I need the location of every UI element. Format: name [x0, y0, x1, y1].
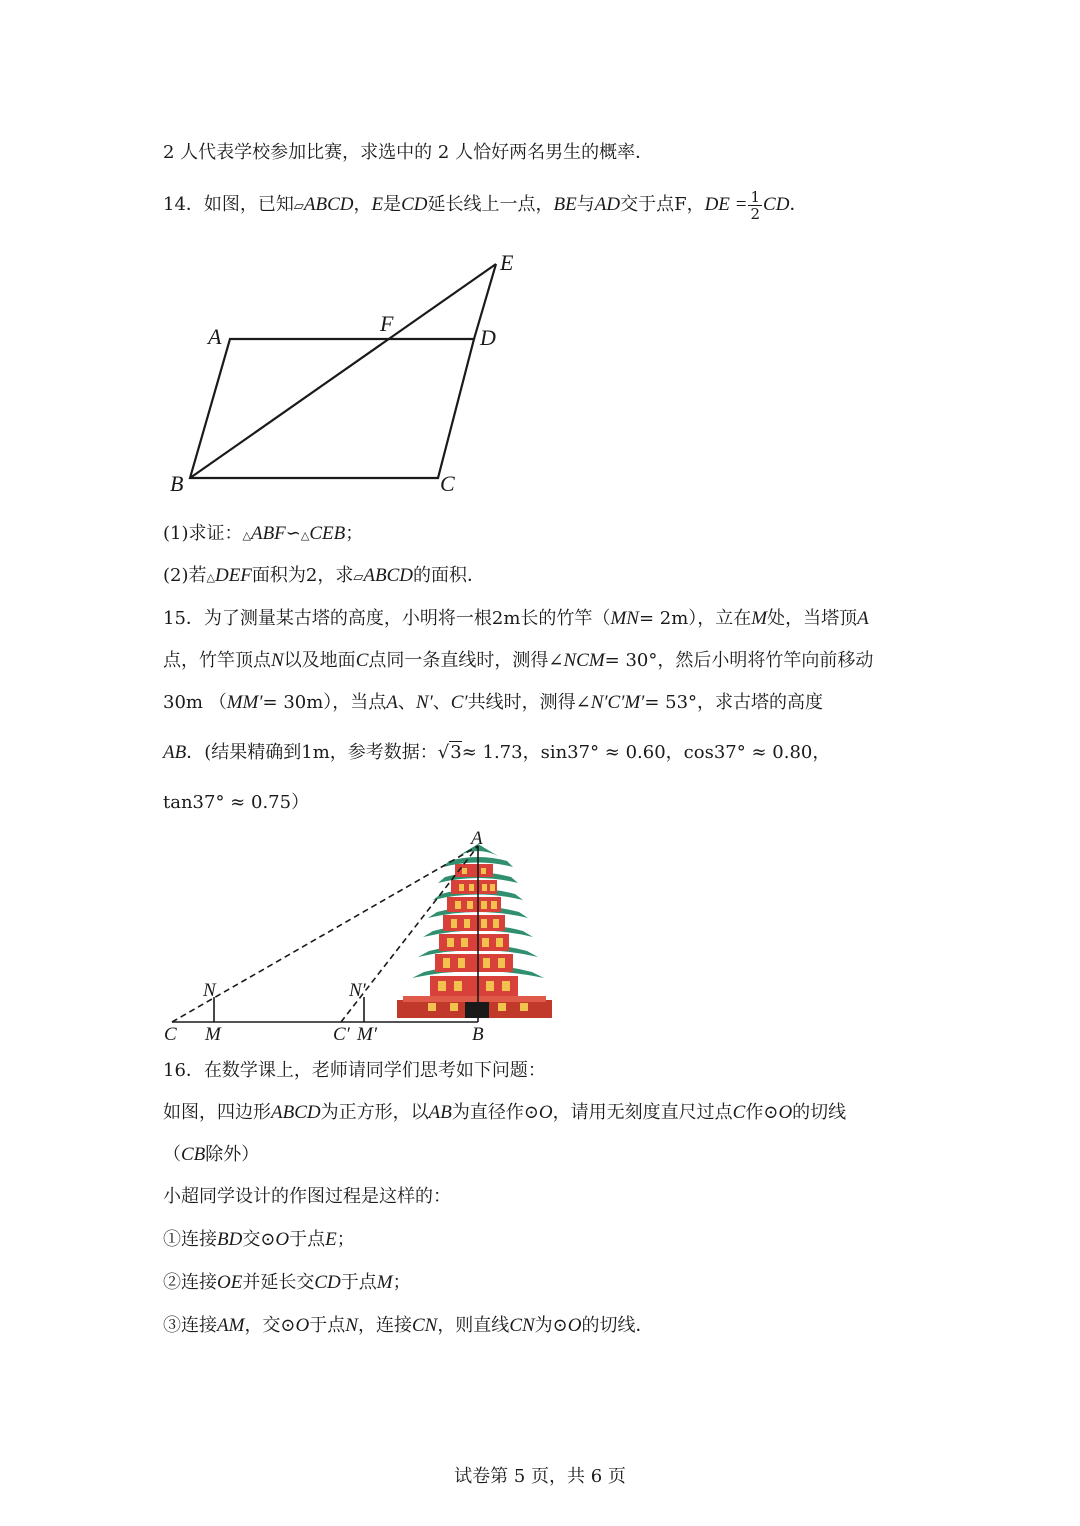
q16-text: （ — [163, 1144, 181, 1165]
q14-be: BE — [553, 194, 577, 215]
intro-text: 2 人代表学校参加比赛，求选中的 2 人恰好两名男生的概率． — [163, 142, 654, 163]
q16-ab: AB — [428, 1102, 452, 1123]
q16-e: E — [325, 1229, 337, 1250]
fraction-denominator: 2 — [750, 204, 761, 223]
q15-text: 15．为了测量某古塔的高度，小明将一根2m长的竹竿（ — [163, 608, 611, 629]
q16-text: 于点 — [289, 1229, 326, 1250]
q15-text: 处，当塔顶 — [767, 608, 858, 629]
pagoda-base-top — [403, 996, 546, 1002]
q14-cd: CD — [763, 194, 790, 215]
q16-text: 于点 — [309, 1315, 346, 1336]
label-c-prime: C′ — [333, 1024, 350, 1045]
q14-def: DEF — [214, 565, 252, 586]
label-n-prime: N′ — [349, 980, 366, 1001]
q14-text: 面积为2，求 — [251, 565, 354, 586]
q15-text: 、 — [397, 692, 416, 713]
q16-text: ①连接 — [163, 1229, 217, 1250]
q15-line1 — [163, 607, 869, 631]
triangle-icon: △ — [242, 529, 251, 542]
q16-text: 交⊙ — [242, 1229, 276, 1250]
label-n: N — [203, 980, 216, 1001]
q16-cd: CD — [314, 1272, 341, 1293]
triangle-icon: △ — [300, 529, 310, 542]
label-m: M — [205, 1024, 221, 1045]
q14-abf: ABF — [250, 523, 286, 544]
segment-be — [190, 264, 496, 478]
q15-n: N — [271, 650, 284, 671]
q14-text: 延长线上一点， — [427, 194, 554, 215]
label-c: C — [164, 1024, 177, 1045]
q15-text: ≈ 1.73，sin37° ≈ 0.60，cos37° ≈ 0.80， — [461, 742, 831, 763]
q16-text: 除外） — [205, 1144, 260, 1165]
q16-step2 — [163, 1271, 411, 1295]
q15-line2 — [163, 649, 873, 673]
q16-text: ，连接 — [357, 1315, 412, 1336]
q14-text: 与 — [576, 194, 595, 215]
q15-text: = 53°，求古塔的高度 — [644, 692, 824, 713]
q15-m: M — [751, 608, 768, 629]
q14-de-eq: DE = — [704, 194, 748, 215]
label-a: A — [471, 828, 483, 849]
q15-text: 点同一条直线时，测得∠ — [368, 650, 564, 671]
q16-text: 如图，四边形 — [163, 1102, 271, 1123]
q15-n-prime: N′ — [415, 692, 433, 713]
label-d: D — [480, 325, 496, 350]
intro-line — [163, 141, 653, 165]
q14-text: 交于点F， — [620, 194, 705, 215]
parallelogram-abcd — [190, 339, 474, 478]
q15-text: = 30m），当点 — [262, 692, 387, 713]
q15-c: C — [355, 650, 369, 671]
q16-text: 作⊙ — [745, 1102, 779, 1123]
q16-am: AM — [217, 1315, 245, 1336]
q14-text: ． — [789, 194, 808, 215]
q14-text: 是 — [383, 194, 402, 215]
q15-text: 、 — [432, 692, 451, 713]
q15-mn: MN — [610, 608, 639, 629]
q15-mm: MM′ — [226, 692, 263, 713]
similar-symbol: ∽ — [285, 523, 301, 544]
q16-text: 为⊙ — [534, 1315, 568, 1336]
q15-a: A — [386, 692, 398, 713]
q16-text: 于点 — [340, 1272, 377, 1293]
parallelogram-icon: ▱ — [293, 199, 304, 214]
q16-text: 并延长交 — [242, 1272, 315, 1293]
q16-o: O — [567, 1315, 582, 1336]
q16-text: ； — [336, 1229, 355, 1250]
q16-text: 16．在数学课上，老师请同学们思考如下问题： — [163, 1060, 546, 1081]
parallelogram-icon: ▱ — [353, 570, 364, 585]
q14-ad: AD — [594, 194, 621, 215]
q14-part2 — [163, 564, 485, 590]
q15-ncm-prime: N′C′M′ — [590, 692, 645, 713]
label-f: F — [380, 311, 394, 336]
sqrt-symbol: √ — [437, 742, 450, 763]
q14-text: 的面积． — [412, 565, 485, 586]
q16-line1 — [163, 1059, 546, 1083]
label-e: E — [500, 250, 514, 275]
label-b: B — [472, 1024, 484, 1045]
q16-text: 小超同学设计的作图过程是这样的： — [163, 1186, 451, 1207]
q16-c: C — [732, 1102, 746, 1123]
page-footer: 试卷第 5 页，共 6 页 — [454, 1466, 626, 1487]
q14-part1-prefix: (1)求证： — [163, 523, 243, 544]
q15-text: tan37° ≈ 0.75） — [163, 792, 310, 813]
q16-step1 — [163, 1228, 355, 1252]
q14-text: 如图，已知 — [203, 194, 294, 215]
q14-part2-prefix: (2)若 — [163, 565, 207, 586]
q14-cd: CD — [401, 194, 428, 215]
q16-o: O — [275, 1229, 290, 1250]
q16-text: ，请用无刻度直尺过点 — [552, 1102, 733, 1123]
q16-text: 为直径作⊙ — [451, 1102, 539, 1123]
q14-fraction — [748, 189, 762, 222]
q16-line3 — [163, 1143, 259, 1167]
q15-ab: AB — [163, 742, 187, 763]
sqrt-radicand: 3 — [450, 742, 462, 763]
q16-bd: BD — [217, 1229, 243, 1250]
q16-n: N — [345, 1315, 358, 1336]
q14-e: E — [371, 194, 384, 215]
q15-text: 点，竹竿顶点 — [163, 650, 271, 671]
q16-line2 — [163, 1101, 846, 1125]
q15-text: 共线时，测得∠ — [467, 692, 591, 713]
q15-line5 — [163, 791, 309, 815]
q16-oe: OE — [217, 1272, 243, 1293]
fraction-numerator: 1 — [750, 187, 761, 206]
q16-text: ③连接 — [163, 1315, 217, 1336]
label-a: A — [208, 324, 222, 349]
pagoda-door — [465, 1002, 489, 1018]
q15-text: = 30°，然后小明将竹竿向前移动 — [604, 650, 874, 671]
q15-figure — [160, 826, 560, 1048]
q16-text: 的切线 — [792, 1102, 847, 1123]
q14-ceb: CEB — [309, 523, 346, 544]
q16-text: ，交⊙ — [244, 1315, 296, 1336]
q16-text: ，则直线 — [437, 1315, 510, 1336]
q15-line4 — [163, 741, 830, 765]
q15-text: = 2m），立在 — [638, 608, 752, 629]
q15-line3 — [163, 691, 823, 715]
pagoda-illustration — [397, 844, 552, 1018]
q15-text: ．(结果精确到1m，参考数据： — [186, 742, 438, 763]
q16-text: ； — [392, 1272, 411, 1293]
q16-cn: CN — [509, 1315, 535, 1336]
q15-c-prime: C′ — [450, 692, 468, 713]
q15-ncm: NCM — [563, 650, 605, 671]
q16-line4 — [163, 1185, 451, 1209]
q16-text: 的切线． — [581, 1315, 654, 1336]
triangle-icon: △ — [206, 571, 215, 584]
q16-m: M — [376, 1272, 393, 1293]
q15-text: 30m （ — [163, 692, 227, 713]
q16-o: O — [778, 1102, 793, 1123]
q15-text: 以及地面 — [283, 650, 356, 671]
q16-cn: CN — [411, 1315, 438, 1336]
q14-text: ， — [353, 194, 372, 215]
q16-abcd: ABCD — [271, 1102, 321, 1123]
label-m-prime: M′ — [357, 1024, 377, 1045]
q16-o: O — [538, 1102, 553, 1123]
q14-abcd: ABCD — [303, 194, 354, 215]
q14-abcd: ABCD — [363, 565, 413, 586]
q14-figure — [160, 245, 540, 505]
q16-o: O — [295, 1315, 310, 1336]
label-c: C — [440, 471, 455, 496]
label-b: B — [170, 471, 184, 496]
q14-number: 14． — [163, 194, 204, 215]
q16-step3 — [163, 1314, 654, 1338]
q14-statement — [163, 188, 807, 224]
q16-cb: CB — [181, 1144, 206, 1165]
q14-text: ； — [345, 523, 364, 544]
q14-part1 — [163, 522, 363, 548]
q15-a: A — [857, 608, 869, 629]
q16-text: 为正方形，以 — [320, 1102, 429, 1123]
q16-text: ②连接 — [163, 1272, 217, 1293]
